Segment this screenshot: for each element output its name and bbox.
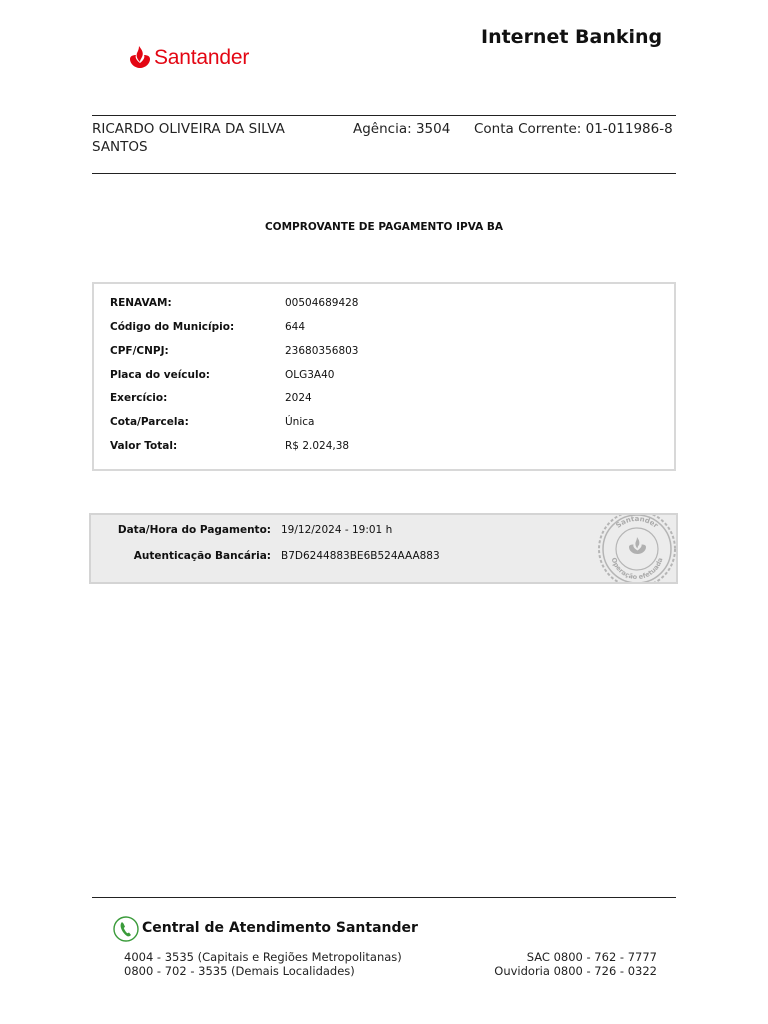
divider [92,897,676,898]
payment-auth-row [91,550,676,564]
payment-datetime-value: 19/12/2024 - 19:01 h [281,524,393,536]
account-number: Conta Corrente: 01-011986-8 [474,121,673,137]
bank-seal-stamp [596,515,678,582]
logo-text: Santander [154,46,250,69]
svg-text:Santander: Santander [614,515,660,530]
detail-label: Código do Município: [110,321,235,333]
agency-number: Agência: 3504 [353,121,451,137]
detail-label: CPF/CNPJ: [110,345,169,357]
phone-support-icon [113,916,139,942]
detail-label: Placa do veículo: [110,369,211,381]
detail-value: 00504689428 [285,297,359,309]
detail-value: R$ 2.024,38 [285,440,350,452]
detail-label: Exercício: [110,392,168,404]
phone-sac: SAC 0800 - 762 - 7777 [526,950,657,964]
flame-icon [128,45,152,71]
detail-value: Única [285,416,315,428]
detail-label: RENAVAM: [110,297,172,309]
page-title: Internet Banking [481,26,663,48]
receipt-title: COMPROVANTE DE PAGAMENTO IPVA BA [264,221,504,233]
phone-other-locations: 0800 - 702 - 3535 (Demais Localidades) [124,964,355,978]
support-center-title: Central de Atendimento Santander [142,920,418,936]
detail-value: 23680356803 [285,345,359,357]
detail-label: Cota/Parcela: [110,416,189,428]
divider [92,115,676,116]
payment-details-box [92,282,676,471]
santander-logo [128,44,249,72]
payment-auth-label: Autenticação Bancária: [133,550,271,562]
payment-datetime-label: Data/Hora do Pagamento: [117,524,271,536]
divider [92,173,676,174]
payment-auth-value: B7D6244883BE6B524AAA883 [281,550,440,562]
detail-label: Valor Total: [110,440,178,452]
detail-value: OLG3A40 [285,369,335,381]
phone-ouvidoria: Ouvidoria 0800 - 726 - 0322 [494,964,657,978]
account-holder-name: RICARDO OLIVEIRA DA SILVA SANTOS [92,121,285,155]
detail-value: 644 [285,321,306,333]
phone-capitals: 4004 - 3535 (Capitais e Regiões Metropolitanas) [124,950,402,964]
payment-confirmation-box [89,513,678,584]
payment-datetime-row [91,524,676,538]
detail-value: 2024 [285,392,312,404]
svg-text:Operação efetuada: Operação efetuada [609,556,665,582]
